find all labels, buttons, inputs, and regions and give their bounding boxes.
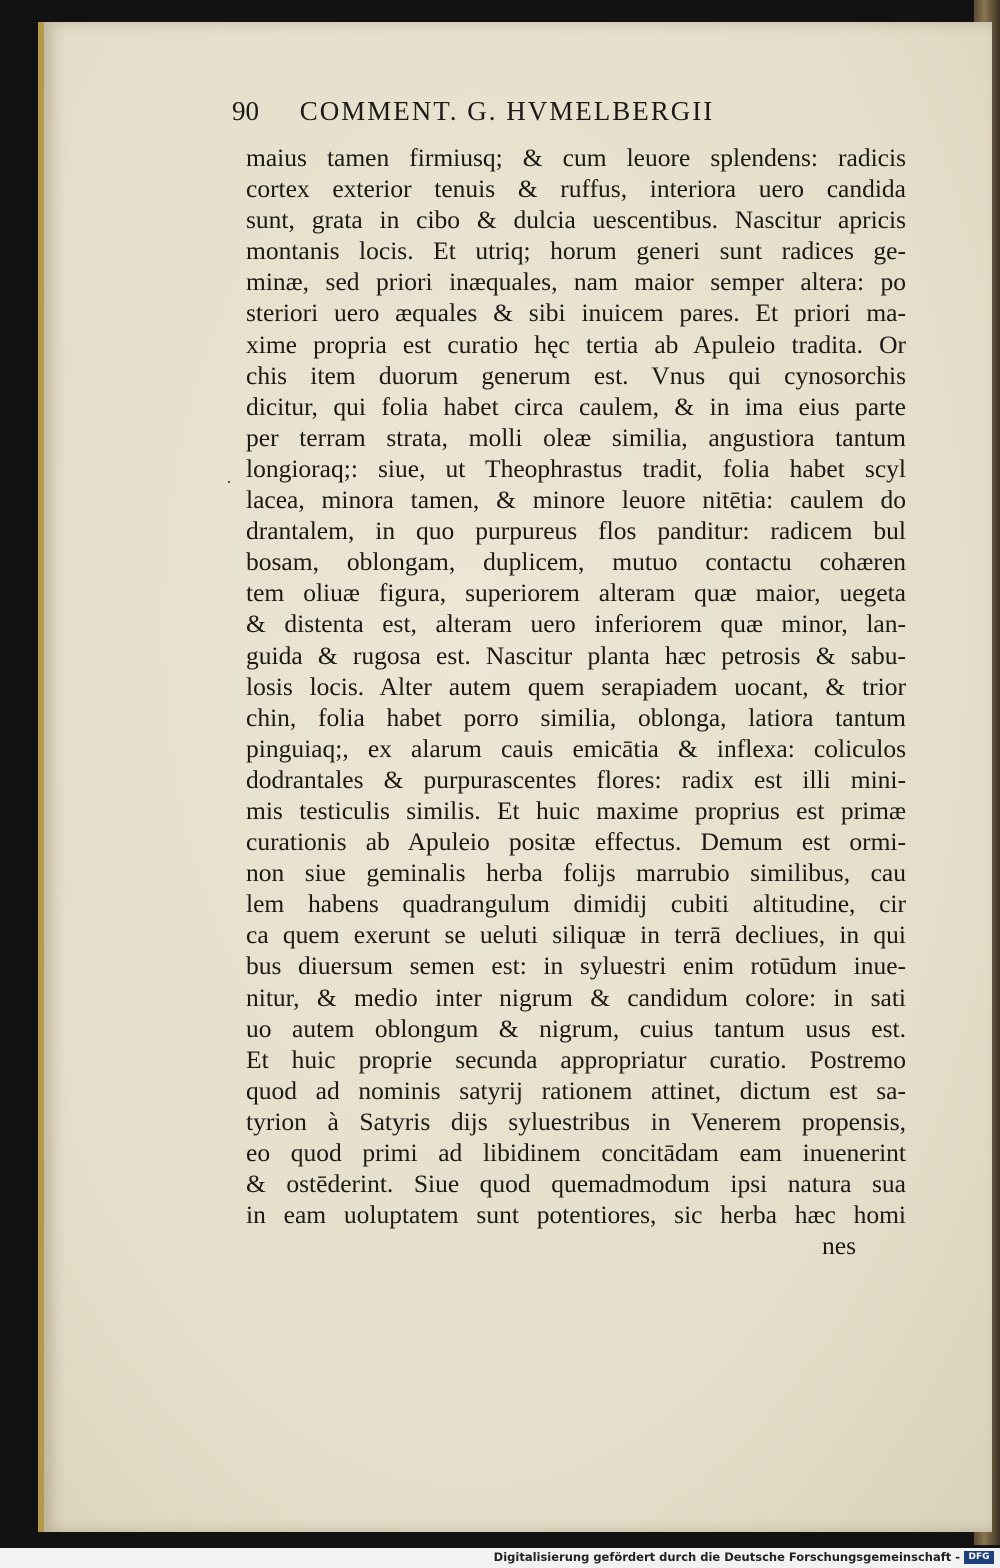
- digitization-footer: [0, 1548, 1000, 1568]
- text-line: longioraq;: siue, ut Theophrastus tradit, folia habet scyl: [246, 453, 906, 483]
- text-line: in eam uoluptatem sunt potentiores, sic herba hæc homi: [246, 1200, 906, 1230]
- text-line: ca quem exerunt se ueluti siliquæ in terrā decliues, in qui: [246, 920, 906, 950]
- text-line: cortex exterior tenuis & ruffus, interiora uero candida: [246, 174, 906, 204]
- text-line: xime propria est curatio hęc tertia ab Apuleio tradita. Or: [246, 329, 906, 359]
- text-line: pinguiaq;, ex alarum cauis emicātia & inflexa: coliculos: [246, 733, 906, 763]
- text-line: chis item duorum generum est. Vnus qui cynosorchis: [246, 360, 906, 390]
- text-line: per terram strata, molli oleæ similia, angustiora tantum: [246, 422, 906, 452]
- text-line: bus diuersum semen est: in syluestri enim rotūdum inue-: [246, 951, 906, 981]
- text-line: Et huic proprie secunda appropriatur curatio. Postremo: [246, 1044, 906, 1074]
- text-line: bosam, oblongam, duplicem, mutuo contactu cohæren: [246, 547, 906, 577]
- text-line: quod ad nominis satyrij rationem attinet, dictum est sa-: [246, 1075, 906, 1105]
- text-line: lacea, minora tamen, & minore leuore nitētia: caulem do: [246, 485, 906, 515]
- dfg-logo-icon: DFG: [964, 1551, 994, 1564]
- text-line: minæ, sed priori inæquales, nam maior semper altera: po: [246, 267, 906, 297]
- text-line: sunt, grata in cibo & dulcia uescentibus. Nascitur apricis: [246, 205, 906, 235]
- text-line: losis locis. Alter autem quem serapiadem uocant, & trior: [246, 671, 906, 701]
- text-line: dodrantales & purpurascentes flores: radix est illi mini-: [246, 764, 906, 794]
- text-block: [246, 142, 906, 1261]
- text-line: dicitur, qui folia habet circa caulem, & in ima eius parte: [246, 391, 906, 421]
- text-line: tem oliuæ figura, superiorem alteram quæ maior, uegeta: [246, 578, 906, 608]
- text-line: & distenta est, alteram uero inferiorem quæ minor, lan-: [246, 609, 906, 639]
- text-line: drantalem, in quo purpureus flos panditur: radicem bul: [246, 516, 906, 546]
- text-line: montanis locis. Et utriq; horum generi sunt radices ge-: [246, 236, 906, 266]
- text-line: lem habens quadrangulum dimidij cubiti altitudine, cir: [246, 889, 906, 919]
- text-line: steriori uero æquales & sibi inuicem pares. Et priori ma-: [246, 298, 906, 328]
- text-line: curationis ab Apuleio positæ effectus. Demum est ormi-: [246, 827, 906, 857]
- text-line: chin, folia habet porro similia, oblonga, latiora tantum: [246, 702, 906, 732]
- running-title: COMMENT. G. HVMELBERGII: [299, 96, 715, 126]
- page-number: 90: [232, 96, 259, 126]
- margin-mark: ·: [226, 472, 232, 492]
- text-line: tyrion à Satyris dijs syluestribus in Venerem propensis,: [246, 1106, 906, 1136]
- catchword: nes: [822, 1231, 856, 1261]
- text-line: uo autem oblongum & nigrum, cuius tantum usus est.: [246, 1013, 906, 1043]
- text-line: eo quod primi ad libidinem concitādam eam inuenerint: [246, 1138, 906, 1167]
- text-line: guida & rugosa est. Nascitur planta hæc petrosis & sabu-: [246, 640, 906, 670]
- funding-credit: Digitalisierung gefördert durch die Deutsche Forschungsgemeinschaft -: [493, 1550, 960, 1564]
- running-header: [232, 96, 862, 136]
- text-line: mis testiculis similis. Et huic maxime proprius est primæ: [246, 795, 906, 825]
- text-line: maius tamen firmiusq; & cum leuore splendens: radicis: [246, 143, 906, 172]
- text-line: non siue geminalis herba folijs marrubio similibus, cau: [246, 858, 906, 888]
- text-line: nitur, & medio inter nigrum & candidum colore: in sati: [246, 982, 906, 1012]
- text-line: & ostēderint. Siue quod quemadmodum ipsi natura sua: [246, 1169, 906, 1199]
